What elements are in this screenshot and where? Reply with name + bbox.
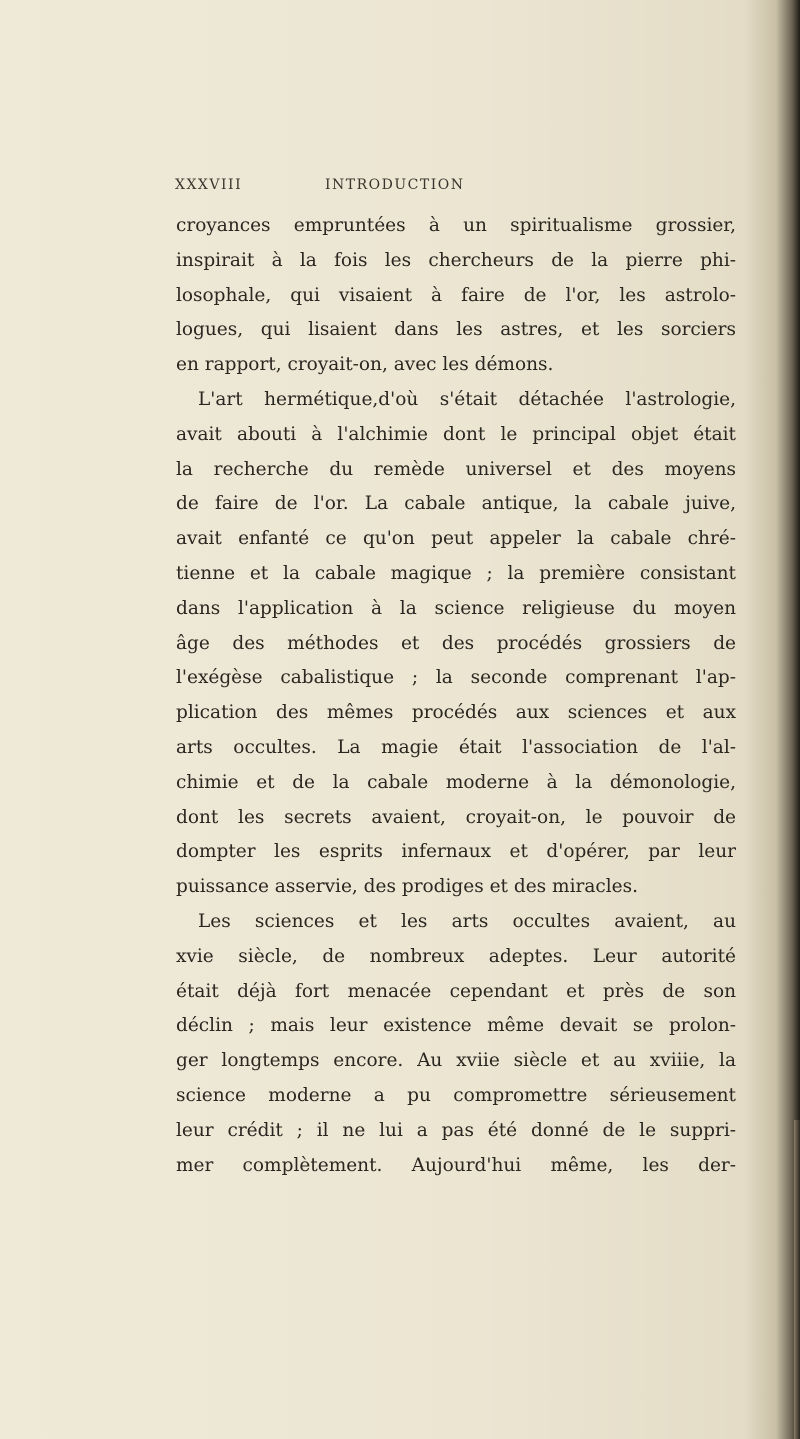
text-line: arts occultes. La magie était l'association de l'al- [176, 736, 736, 758]
text-line: déclin ; mais leur existence même devait se prolon- [176, 1015, 736, 1037]
text-line: dont les secrets avaient, croyait-on, le pouvoir de [176, 806, 736, 828]
text-line: xvie siècle, de nombreux adeptes. Leur autorité [176, 945, 736, 967]
text-line: la recherche du remède universel et des moyens [176, 458, 736, 480]
text-line: âge des méthodes et des procédés grossiers de [176, 632, 736, 654]
page-edge-shadow [794, 1120, 800, 1439]
text-line: logues, qui lisaient dans les astres, et les sorciers [176, 319, 736, 341]
text-line: était déjà fort menacée cependant et près de son [176, 980, 736, 1002]
text-line: tienne et la cabale magique ; la première consistant [176, 562, 736, 584]
text-line: Les sciences et les arts occultes avaient, au [198, 910, 736, 932]
text-line: inspirait à la fois les chercheurs de la pierre phi- [176, 249, 736, 271]
page-number: XXXVIII [175, 177, 243, 193]
text-line: ger longtemps encore. Au xviie siècle et au xviiie, la [176, 1050, 736, 1072]
text-line: croyances empruntées à un spiritualisme grossier, [176, 215, 736, 236]
text-line: dans l'application à la science religieuse du moyen [176, 597, 736, 619]
running-title: INTRODUCTION [325, 177, 465, 193]
text-line: plication des mêmes procédés aux sciences et aux [176, 702, 736, 724]
text-line: l'exégèse cabalistique ; la seconde comprenant l'ap- [176, 667, 736, 689]
text-line: science moderne a pu compromettre sérieusement [176, 1084, 736, 1106]
body-text [176, 209, 736, 1183]
text-line: avait abouti à l'alchimie dont le principal objet était [176, 423, 736, 445]
text-line: L'art hermétique,d'où s'était détachée l'astrologie, [198, 388, 736, 410]
text-line: en rapport, croyait-on, avec les démons. [176, 354, 554, 376]
text-line: leur crédit ; il ne lui a pas été donné de le suppri- [176, 1119, 736, 1141]
text-line: dompter les esprits infernaux et d'opérer, par leur [176, 841, 736, 863]
text-line: chimie et de la cabale moderne à la démonologie, [176, 771, 736, 793]
text-line: avait enfanté ce qu'on peut appeler la cabale chré- [176, 528, 736, 550]
text-line: puissance asservie, des prodiges et des miracles. [176, 876, 638, 898]
text-line: losophale, qui visaient à faire de l'or, les astrolo- [176, 284, 736, 306]
page-header [175, 177, 775, 201]
text-line: mer complètement. Aujourd'hui même, les der- [176, 1154, 736, 1176]
text-line: de faire de l'or. La cabale antique, la cabale juive, [176, 493, 736, 515]
